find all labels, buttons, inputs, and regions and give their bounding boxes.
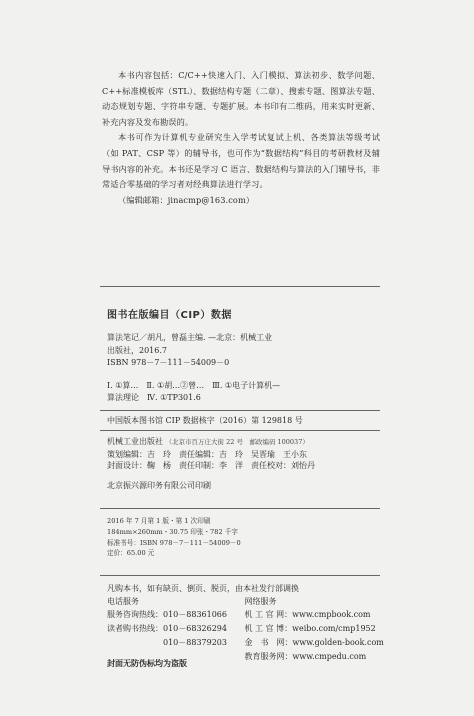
cip-record — [107, 332, 372, 405]
description-paragraph: 本书可作为计算机专业研究生入学考试复试上机、各类算法等级考试（如 PAT、CSP 等）的辅导书，也可作为“数据结构”科目的考研教材及辅导书内容的补充。本书还是学习 C 语言、数据结构与算法的入门辅导书，非常适合零基础的学习者对经典算法进行学习。 — [102, 132, 380, 190]
web-line: 金 书 网：www.golden-book.com — [244, 638, 384, 648]
cip-title: 图书在版编目（CIP）数据 — [107, 310, 232, 321]
editors-line: 策划编辑：吉 玲 责任编辑：吉 玲 吴晋瑜 王小东 — [107, 449, 307, 459]
divider — [100, 410, 380, 411]
cip-line: 算法笔记／胡凡，曾磊主编. —北京：机械工业 — [107, 333, 273, 342]
publisher-info — [107, 436, 387, 491]
edition-line: 2016 年 7 月第 1 版・第 1 次印刷 — [107, 517, 211, 525]
cip-record-number: 中国版本图书馆 CIP 数据核字（2016）第 129818 号 — [107, 416, 303, 425]
divider — [100, 430, 380, 431]
divider — [100, 286, 380, 287]
phone-line: 服务咨询热线：010－88361066 — [107, 610, 227, 619]
publisher-name: 机械工业出版社 — [107, 437, 163, 446]
divider — [100, 508, 380, 509]
web-line: 机 工 官 博：weibo.com/cmp1952 — [244, 624, 376, 634]
anti-counterfeit-notice: 封面无防伪标均为盗版 — [107, 659, 187, 668]
web-line: 教育服务网：www.cmpedu.com — [244, 652, 367, 662]
isbn-line: 标准书号：ISBN 978－7－111－54009－0 — [107, 538, 241, 547]
divider — [100, 575, 380, 576]
size-line: 184mm×260mm・30.75 印张・782 千字 — [107, 527, 238, 536]
print-spec — [107, 516, 241, 559]
phone-line: 读者购书热线：010－68326294 — [107, 624, 227, 634]
cip-classification: Ⅰ. ①算… Ⅱ. ①胡…②曾… Ⅲ. ①电子计算机— — [107, 380, 281, 390]
web-service — [245, 596, 383, 664]
book-description — [102, 68, 380, 208]
phone-line: 010－88379203 — [107, 638, 227, 648]
printer-line: 北京振兴源印务有限公司印刷 — [107, 480, 211, 490]
cip-line: ISBN 978－7－111－54009－0 — [107, 358, 230, 368]
cip-classification: 算法理论 Ⅳ. ①TP301.6 — [107, 393, 201, 403]
cip-line: 出版社，2016.7 — [107, 345, 167, 355]
publisher-address: （北京市百万庄大街 22 号 邮政编码 100037） — [165, 438, 309, 446]
design-line: 封面设计：鞠 杨 责任印制：李 洋 责任校对：刘怡丹 — [107, 461, 315, 471]
web-service-heading: 网络服务 — [244, 597, 277, 606]
phone-service — [107, 596, 245, 664]
service-columns — [107, 596, 382, 664]
description-paragraph: 本书内容包括：C/C++快速入门、入门模拟、算法初步、数学问题、C++标准模板库（STL）、数据结构专题（二章）、搜索专题、图算法专题、动态规划专题、字符串专题、专题扩展。本书印有二维码，用来实时更新、补充内容及发布勘误的。 — [102, 70, 380, 127]
price-line: 定价：65.00 元 — [107, 549, 155, 558]
replacement-notice: 凡购本书，如有缺页、倒页、脱页，由本社发行部调换 — [107, 584, 299, 593]
phone-service-heading: 电话服务 — [107, 597, 139, 606]
web-line: 机 工 官 网：www.cmpbook.com — [244, 610, 371, 619]
publisher-line — [107, 436, 387, 449]
service-info — [107, 583, 384, 668]
editor-email: （编辑邮箱：jinacmp@163.com） — [118, 194, 255, 205]
